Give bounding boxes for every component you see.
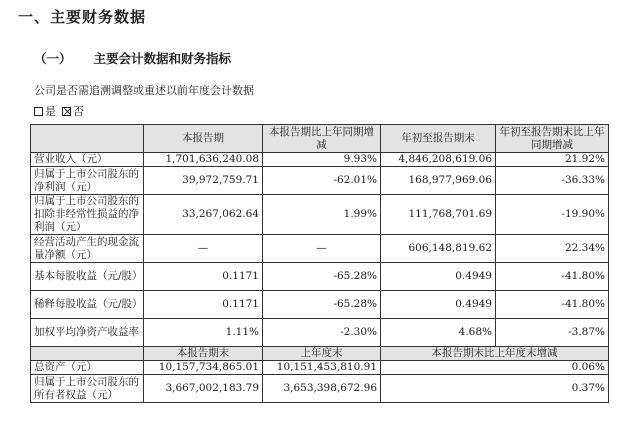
cell: 10,157,734,865.01	[144, 361, 263, 375]
cell: -65.28%	[263, 291, 381, 319]
cell: 0.37%	[381, 375, 609, 403]
row-label: 归属于上市公司股东的所有者权益（元）	[31, 375, 144, 403]
cell: -3.87%	[496, 319, 609, 347]
cell: 0.1171	[144, 291, 263, 319]
header-blank	[31, 125, 144, 153]
row-label: 基本每股收益（元/股）	[31, 263, 144, 291]
checkbox-yes[interactable]	[34, 107, 43, 116]
cell: 606,148,819.62	[381, 235, 496, 263]
cell: 4.68%	[381, 319, 496, 347]
cell: -65.28%	[263, 263, 381, 291]
cell: 4,846,208,619.06	[381, 153, 496, 167]
restatement-choice	[34, 103, 90, 119]
row-label: 归属于上市公司股东的扣除非经常性损益的净利润（元）	[31, 195, 144, 235]
checkbox-no-label: 否	[73, 105, 84, 118]
cell: -19.90%	[496, 195, 609, 235]
cell: -62.01%	[263, 167, 381, 195]
cell: -41.80%	[496, 291, 609, 319]
table-row	[31, 319, 609, 347]
checkbox-yes-label: 是	[45, 105, 56, 118]
table-row	[31, 153, 609, 167]
row-label: 经营活动产生的现金流量净额（元）	[31, 235, 144, 263]
subsection-label: 主要会计数据和财务指标	[93, 51, 232, 66]
financial-data-table	[30, 124, 609, 403]
cell: 0.1171	[144, 263, 263, 291]
table-subheader-row	[31, 347, 609, 361]
cell: 168,977,969.06	[381, 167, 496, 195]
cell: 1,701,636,240.08	[144, 153, 263, 167]
subsection-number: （一）	[34, 51, 72, 66]
subheader-blank	[31, 347, 144, 361]
row-label: 归属于上市公司股东的净利润（元）	[31, 167, 144, 195]
row-label: 稀释每股收益（元/股）	[31, 291, 144, 319]
table-row	[31, 375, 609, 403]
table-row	[31, 195, 609, 235]
cell: 9.93%	[263, 153, 381, 167]
cell: -36.33%	[496, 167, 609, 195]
cell: 0.06%	[381, 361, 609, 375]
cell: 1.11%	[144, 319, 263, 347]
cell: 3,653,398,672.96	[263, 375, 381, 403]
table-row	[31, 361, 609, 375]
cell: 22.34%	[496, 235, 609, 263]
cell: —	[263, 235, 381, 263]
subheader-period-end: 本报告期末	[144, 347, 263, 361]
cell: 3,667,002,183.79	[144, 375, 263, 403]
cell: 39,972,759.71	[144, 167, 263, 195]
restatement-question: 公司是否需追溯调整或重述以前年度会计数据	[34, 84, 254, 97]
header-current-period: 本报告期	[144, 125, 263, 153]
cell: 0.4949	[381, 291, 496, 319]
row-label: 总资产（元）	[31, 361, 144, 375]
checkbox-no[interactable]	[62, 107, 71, 116]
subheader-change: 本报告期末比上年度末增减	[381, 347, 609, 361]
cell: 1.99%	[263, 195, 381, 235]
cell: 0.4949	[381, 263, 496, 291]
row-label: 营业收入（元）	[31, 153, 144, 167]
cell: -41.80%	[496, 263, 609, 291]
cell: 21.92%	[496, 153, 609, 167]
table-header-row	[31, 125, 609, 153]
cell: -2.30%	[263, 319, 381, 347]
subheader-prior-year-end: 上年度末	[263, 347, 381, 361]
table-row	[31, 263, 609, 291]
table-row	[31, 291, 609, 319]
cell: 33,267,062.64	[144, 195, 263, 235]
cell: 10,151,453,810.91	[263, 361, 381, 375]
table-row	[31, 235, 609, 263]
header-ytd-change: 年初至报告期末比上年同期增减	[496, 125, 609, 153]
header-ytd: 年初至报告期末	[381, 125, 496, 153]
row-label: 加权平均净资产收益率	[31, 319, 144, 347]
cell: 111,768,701.69	[381, 195, 496, 235]
section-title: 一、主要财务数据	[18, 8, 147, 26]
header-current-change: 本报告期比上年同期增减	[263, 125, 381, 153]
table-row	[31, 167, 609, 195]
subsection-title	[34, 49, 231, 67]
cell: —	[144, 235, 263, 263]
